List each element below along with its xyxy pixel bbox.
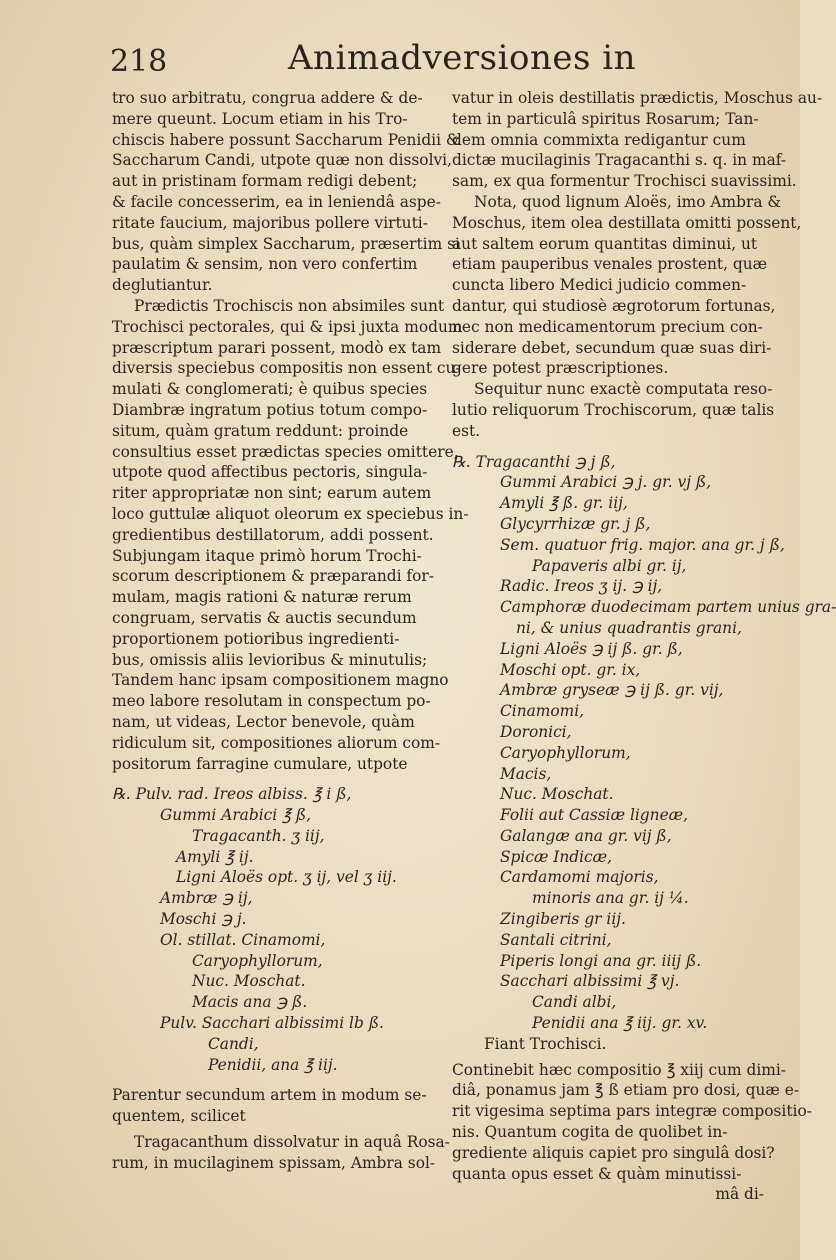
recipe-line: Papaveris albi gr. ij, (532, 556, 687, 575)
recipe-line: Candi albi, (532, 993, 617, 1012)
recipe-line: Zingiberis gr iij. (500, 910, 626, 929)
right-column (452, 88, 836, 1205)
paragraph (112, 88, 460, 296)
recipe-line: Ambræ gryseæ ℈ ij ß. gr. vij, (500, 681, 724, 700)
text-line: Subjungam itaque primò horum Trochi- (112, 546, 422, 565)
text-line: deglutiantur. (112, 276, 213, 295)
text-line: Moschus, item olea destillata omitti possent, (452, 213, 802, 232)
text-line: dem omnia commixta redigantur cum (452, 130, 746, 149)
recipe-line: Folii aut Cassiæ ligneæ, (500, 806, 689, 825)
text-line: mulam, magis rationi & naturæ rerum (112, 588, 412, 607)
text-line: siderare debet, secundum quæ suas diri- (452, 338, 772, 357)
paragraph (452, 379, 775, 441)
recipe-line: Sem. quatuor frig. major. ana gr. j ß, (500, 535, 785, 554)
text-line: mulati & conglomerati; è quibus species (112, 380, 428, 399)
text-line: quanta opus esset & quàm minutissi- (452, 1164, 742, 1183)
recipe-line: Nuc. Moschat. (500, 785, 614, 804)
page-header (100, 38, 720, 88)
recipe-line: ℞. Tragacanthi ℈ j ß, (452, 452, 616, 471)
text-line: nis. Quantum cogita de quolibet in- (452, 1123, 728, 1142)
text-line: paulatim & sensim, non vero confertim (112, 255, 418, 274)
text-line: vatur in oleis destillatis prædictis, Moschus au- (452, 89, 823, 107)
text-line: diversis speciebus compositis non essent cu- (112, 359, 461, 378)
text-line: sam, ex qua formentur Trochisci suavissimi. (452, 172, 797, 191)
text-line: Saccharum Candi, utpote quæ non dissolvi, (112, 151, 452, 170)
paragraph (112, 1085, 437, 1127)
recipe-line: Candi, (208, 1034, 259, 1053)
text-line: nec non medicamentorum precium con- (452, 317, 763, 336)
recipe-line: Amyli ℥ ß. gr. iij, (500, 494, 628, 513)
text-line: bus, quàm simplex Saccharum, præsertim si (112, 234, 460, 253)
recipe-line: Santali citrini, (500, 930, 612, 949)
recipe-line: Cinamomi, (500, 702, 585, 721)
text-line: proportionem potioribus ingredienti- (112, 629, 400, 648)
paragraph (452, 192, 802, 379)
text-line: grediente aliquis capiet pro singulâ dosi? (452, 1143, 775, 1162)
text-line: rum, in mucilaginem spissam, Ambra sol- (112, 1153, 436, 1172)
recipe-line: Ol. stillat. Cinamomi, (160, 930, 326, 949)
recipe-line: Moschi opt. gr. ix, (500, 660, 641, 679)
text-line: congruam, servatis & auctis secundum (112, 608, 417, 627)
recipe-line: Ligni Aloës ℈ ij ß. gr. ß, (500, 639, 683, 658)
text-line: positorum farragine cumulare, utpote (112, 754, 408, 773)
text-line: cuncta libero Medici judicio commen- (452, 276, 747, 295)
recipe-line: Pulv. Sacchari albissimi lb ß. (160, 1014, 384, 1033)
fiant-line: Fiant Trochisci. (484, 1034, 607, 1053)
text-line: bus, omissis aliis levioribus & minutulis; (112, 650, 428, 669)
text-line: gredientibus destillatorum, addi possent. (112, 525, 434, 544)
text-line: Prædictis Trochiscis non absimiles sunt (134, 296, 445, 315)
recipe-line: Piperis longi ana gr. iiij ß. (500, 951, 702, 970)
recipe-line: Cardamomi majoris, (500, 868, 659, 887)
text-line: Continebit hæc compositio ℥ xiij cum dimi- (452, 1060, 786, 1079)
text-line: Sequitur nunc exactè computata reso- (474, 380, 773, 399)
text-line: aut saltem eorum quantitas diminui, ut (452, 234, 758, 253)
recipe-line: Caryophyllorum, (192, 951, 323, 970)
recipe-line: Spicæ Indicæ, (500, 847, 613, 866)
recipe-line: Gummi Arabici ℈ j. gr. vj ß, (500, 473, 712, 492)
recipe-line: Glycyrrhizæ gr. j ß, (500, 514, 651, 533)
text-line: Tandem hanc ipsam compositionem magno (112, 671, 449, 690)
recipe-line: Sacchari albissimi ℥ vj. (500, 972, 680, 991)
text-line: nam, ut videas, Lector benevole, quàm (112, 712, 415, 731)
text-line: rit vigesima septima pars integræ compositio- (452, 1102, 812, 1121)
text-line: Tragacanthum dissolvatur in aquâ Rosa- (134, 1133, 450, 1152)
text-line: consultius esset prædictas species omittere, (112, 442, 459, 461)
recipe-line: Doronici, (500, 722, 572, 741)
recipe-line: Ligni Aloës opt. ʒ ij, vel ʒ iij. (176, 868, 397, 887)
text-line: quentem, scilicet (112, 1107, 246, 1126)
text-line: loco guttulæ aliquot oleorum ex speciebus in- (112, 504, 469, 523)
recipe-list (452, 452, 836, 1034)
text-line: riter appropriatæ non sint; earum autem (112, 484, 432, 503)
running-title: Animadversiones in (288, 38, 637, 78)
text-line: ritate faucium, majoribus pollere virtuti- (112, 213, 428, 232)
text-line: utpote quod affectibus pectoris, singula- (112, 463, 428, 482)
text-line: scorum descriptionem & præparandi for- (112, 567, 434, 586)
recipe-line: Macis, (500, 764, 552, 783)
recipe-line: Amyli ℥ ij. (176, 847, 254, 866)
text-line: Diambræ ingratum potius totum compo- (112, 400, 428, 419)
recipe-line: Moschi ℈ j. (160, 910, 247, 929)
text-line: præscriptum parari possent, modò ex tam (112, 338, 442, 357)
recipe-line: minoris ana gr. ij ¼. (532, 889, 689, 908)
recipe-line: Penidii, ana ℥ iij. (208, 1055, 338, 1074)
text-line: mere queunt. Locum etiam in his Tro- (112, 109, 408, 128)
paragraph (112, 296, 469, 774)
recipe-line: Macis ana ℈ ß. (192, 993, 308, 1012)
recipe-line: ℞. Pulv. rad. Ireos albiss. ℥ i ß, (112, 785, 352, 804)
text-line: dictæ mucilaginis Tragacanthi s. q. in maf- (452, 151, 787, 170)
text-line: tro suo arbitratu, congrua addere & de- (112, 89, 423, 107)
text-line: Trochisci pectorales, qui & ipsi juxta modum (112, 317, 463, 336)
recipe-line: Tragacanth. ʒ iij, (192, 826, 325, 845)
recipe-line: Gummi Arabici ℥ ß, (160, 806, 312, 825)
recipe-line: Ambræ ℈ ij, (160, 889, 253, 908)
left-column (112, 88, 469, 1174)
text-line: diâ, ponamus jam ℥ ß etiam pro dosi, quæ e- (452, 1081, 800, 1100)
text-line: aut in pristinam formam redigi debent; (112, 172, 418, 191)
paragraph (452, 1060, 812, 1185)
recipe-line: Camphoræ duodecimam partem unius gra- (500, 598, 836, 617)
page-number: 218 (110, 44, 168, 79)
recipe-line: Nuc. Moschat. (192, 972, 306, 991)
recipe-line: Galangæ ana gr. vij ß, (500, 826, 672, 845)
text-line: & facile concesserim, ea in leniendâ aspe- (112, 192, 441, 211)
text-line: etiam pauperibus venales prostent, quæ (452, 255, 768, 274)
text-line: tem in particulâ spiritus Rosarum; Tan- (452, 109, 759, 128)
catchword: mâ di- (715, 1185, 764, 1204)
recipe-line: Radic. Ireos ʒ ij. ℈ ij, (500, 577, 663, 596)
recipe-list (112, 784, 437, 1075)
text-line: dantur, qui studiosè ægrotorum fortunas, (452, 296, 776, 315)
text-line: situm, quàm gratum reddunt: proinde (112, 421, 409, 440)
paragraph (112, 1132, 450, 1174)
text-line: meo labore resolutam in conspectum po- (112, 692, 431, 711)
text-line: ridiculum sit, compositiones aliorum com- (112, 733, 441, 752)
text-line: est. (452, 421, 481, 440)
recipe-line: Penidii ana ℥ iij. gr. xv. (532, 1014, 708, 1033)
text-line: Nota, quod lignum Aloës, imo Ambra & (474, 192, 782, 211)
text-line: gere potest præscriptiones. (452, 359, 669, 378)
text-line: lutio reliquorum Trochiscorum, quæ talis (452, 400, 775, 419)
text-line: chiscis habere possunt Saccharum Penidii & (112, 130, 460, 149)
paragraph (452, 88, 823, 192)
recipe-line: Caryophyllorum, (500, 743, 631, 762)
text-line: Parentur secundum artem in modum se- (112, 1086, 427, 1105)
recipe-line: ni, & unius quadrantis grani, (516, 618, 742, 637)
